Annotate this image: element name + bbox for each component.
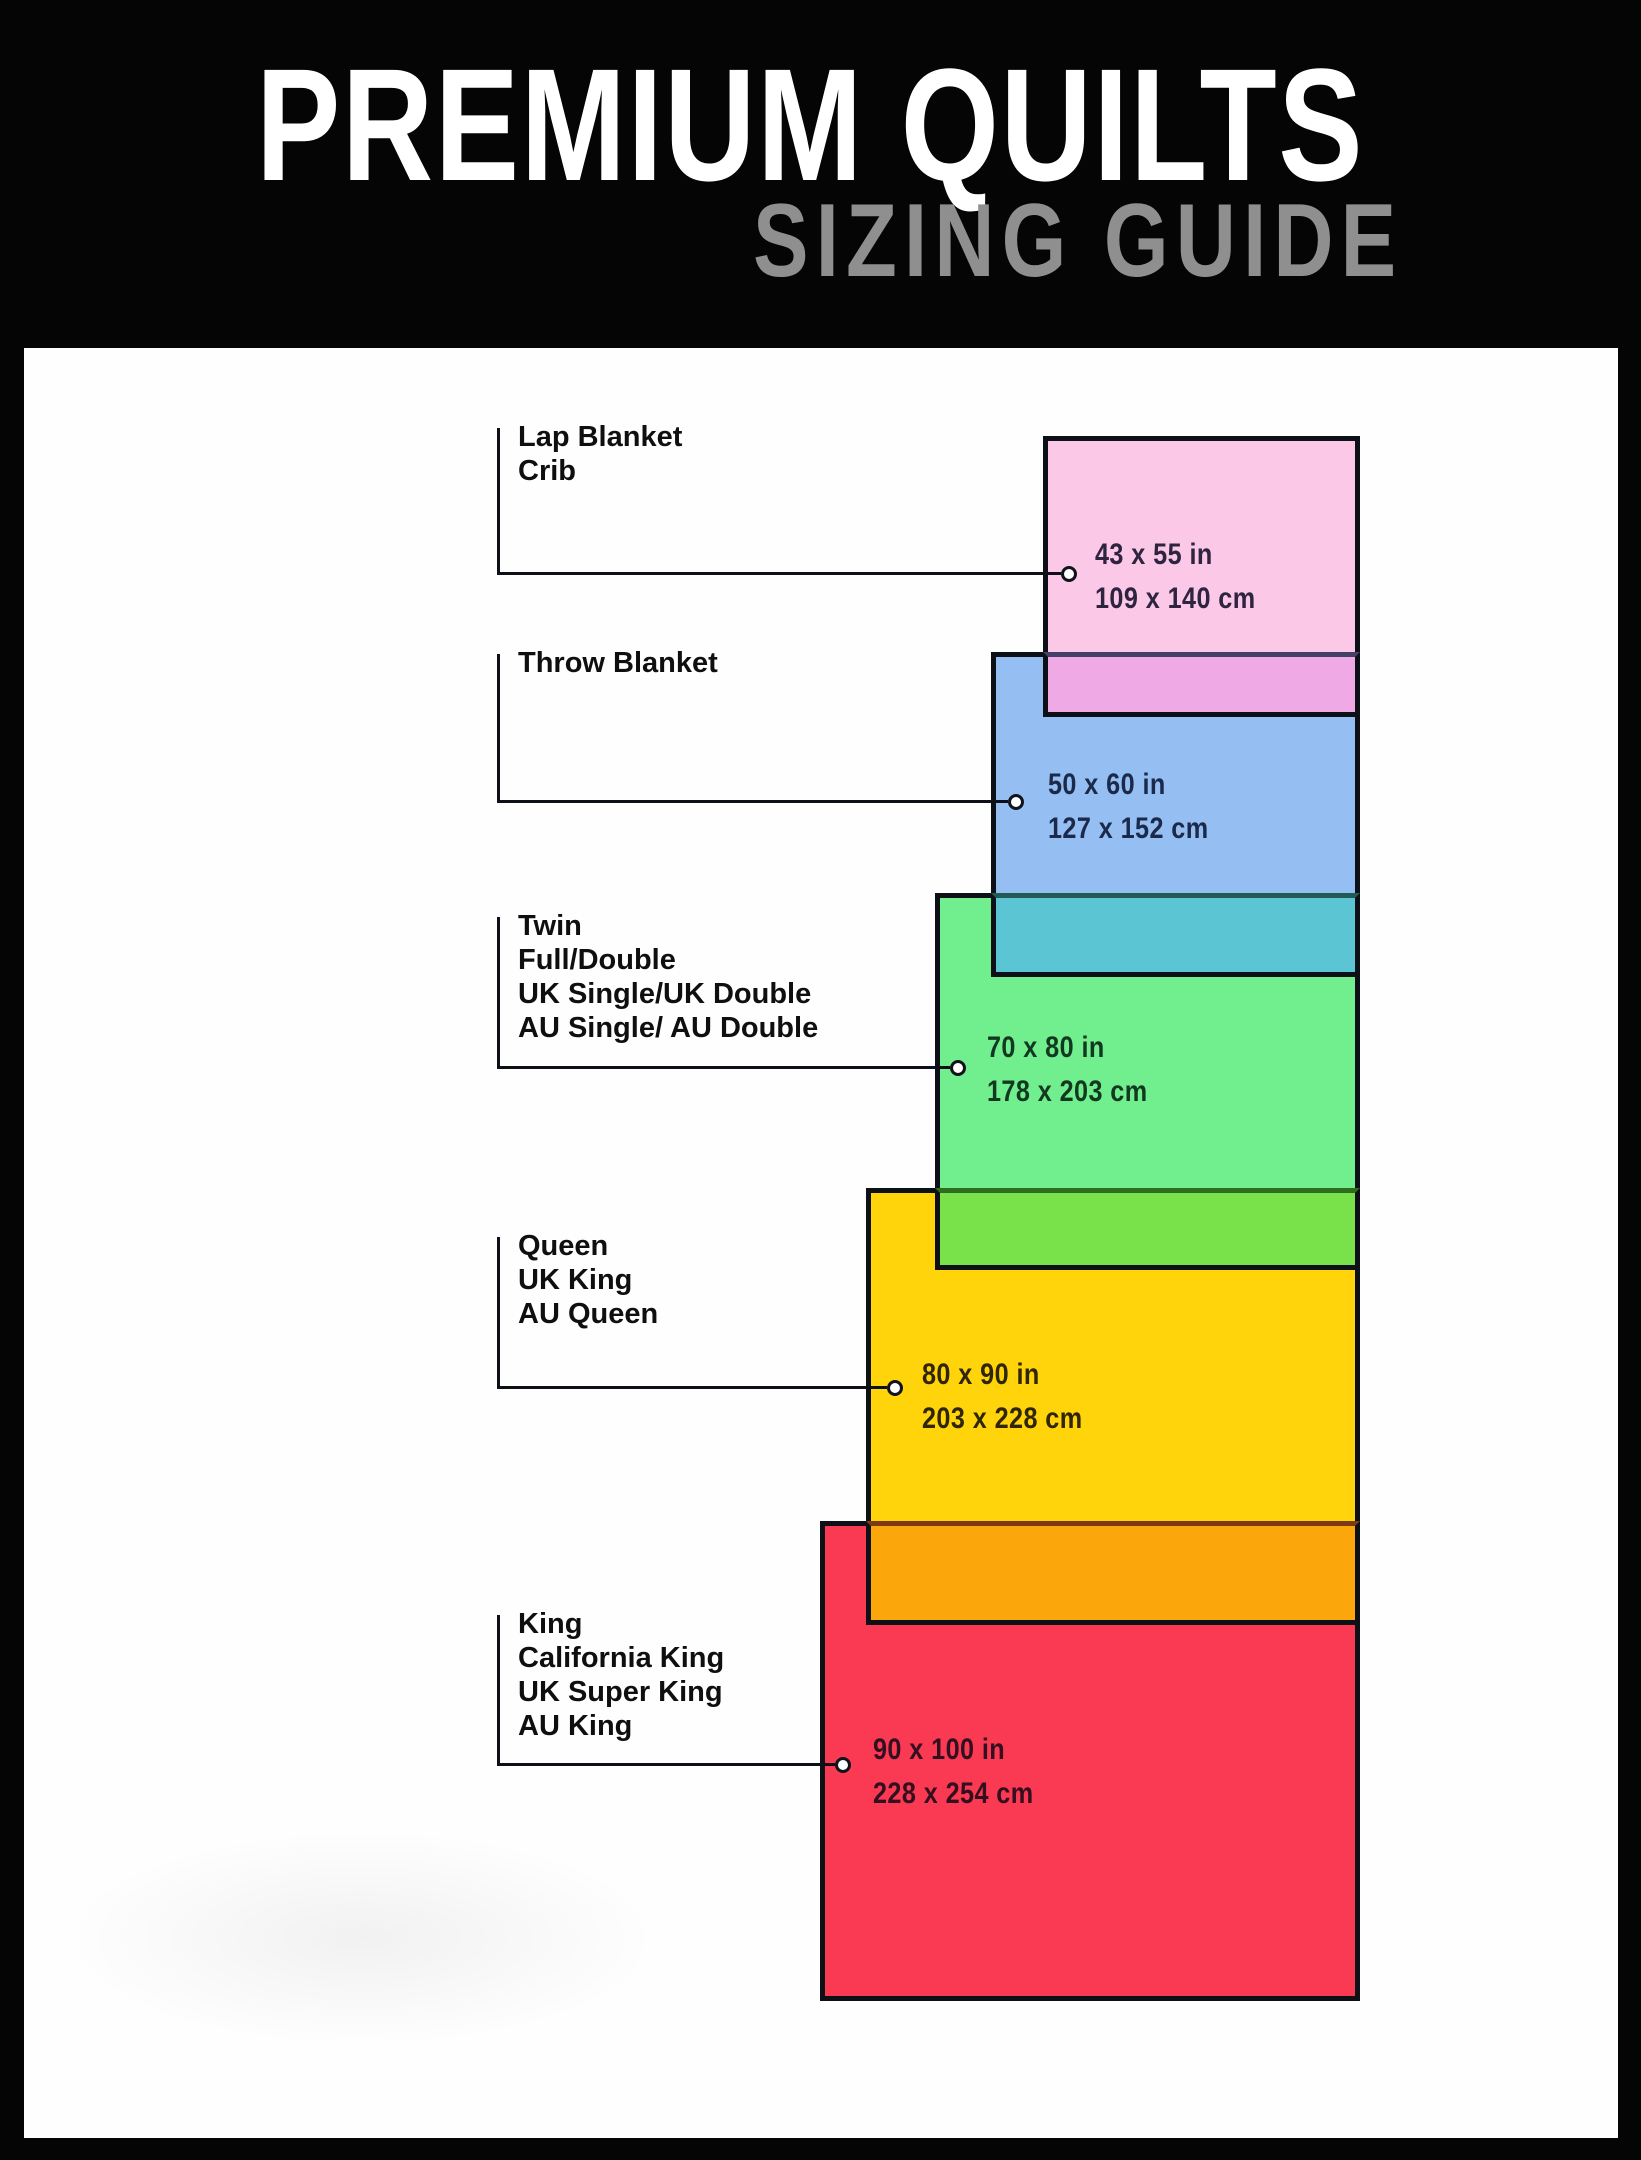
watermark-ellipse (62, 1828, 662, 2048)
leader-line-vertical-throw (497, 654, 500, 803)
dimensions-inches: 70 x 80 in (987, 1031, 1105, 1064)
label-line: California King (518, 1642, 725, 1674)
leader-line-horizontal-throw (497, 800, 1008, 803)
size-label-king (518, 1607, 724, 1743)
label-line: AU Queen (518, 1298, 659, 1330)
size-label-throw (518, 646, 718, 680)
dimensions-inches: 43 x 55 in (1095, 538, 1213, 571)
overlap-throw-twin (991, 893, 1360, 977)
dimensions-cm: 109 x 140 cm (1095, 582, 1256, 615)
label-line: Throw Blanket (518, 647, 718, 679)
page-title: PREMIUM QUILTS (256, 35, 1365, 214)
dimensions-cm: 228 x 254 cm (873, 1777, 1034, 1810)
label-line: UK Super King (518, 1676, 723, 1708)
label-line: AU Single/ AU Double (518, 1012, 819, 1044)
page-subtitle: SIZING GUIDE (753, 183, 1404, 299)
leader-dot-king (835, 1757, 851, 1773)
leader-line-vertical-twin (497, 917, 500, 1068)
label-line: Lap Blanket (518, 421, 683, 453)
leader-line-vertical-queen (497, 1237, 500, 1388)
leader-line-horizontal-queen (497, 1386, 887, 1389)
size-label-crib (518, 420, 682, 488)
leader-dot-crib (1061, 566, 1077, 582)
label-line: AU King (518, 1710, 633, 1742)
leader-dot-throw (1008, 794, 1024, 810)
leader-line-vertical-crib (497, 428, 500, 575)
leader-dot-queen (887, 1380, 903, 1396)
size-label-queen (518, 1229, 658, 1331)
overlap-twin-queen (935, 1188, 1360, 1270)
label-line: King (518, 1608, 583, 1640)
leader-line-vertical-king (497, 1615, 500, 1765)
dimensions-twin (987, 1026, 1148, 1114)
size-label-twin (518, 909, 818, 1045)
leader-line-horizontal-crib (497, 572, 1061, 575)
label-line: Twin (518, 910, 582, 942)
dimensions-cm: 178 x 203 cm (987, 1075, 1148, 1108)
overlap-crib-throw (1043, 652, 1360, 717)
label-line: UK King (518, 1264, 633, 1296)
dimensions-cm: 203 x 228 cm (922, 1402, 1083, 1435)
dimensions-inches: 90 x 100 in (873, 1733, 1006, 1766)
dimensions-queen (922, 1353, 1083, 1441)
label-line: UK Single/UK Double (518, 978, 812, 1010)
dimensions-crib (1095, 533, 1256, 621)
dimensions-cm: 127 x 152 cm (1048, 812, 1209, 845)
label-line: Crib (518, 455, 576, 487)
dimensions-inches: 50 x 60 in (1048, 768, 1166, 801)
leader-line-horizontal-king (497, 1763, 835, 1766)
dimensions-throw (1048, 763, 1209, 851)
dimensions-king (873, 1728, 1034, 1816)
leader-line-horizontal-twin (497, 1066, 950, 1069)
leader-dot-twin (950, 1060, 966, 1076)
overlap-queen-king (866, 1521, 1360, 1625)
label-line: Queen (518, 1230, 609, 1262)
dimensions-inches: 80 x 90 in (922, 1358, 1040, 1391)
label-line: Full/Double (518, 944, 676, 976)
